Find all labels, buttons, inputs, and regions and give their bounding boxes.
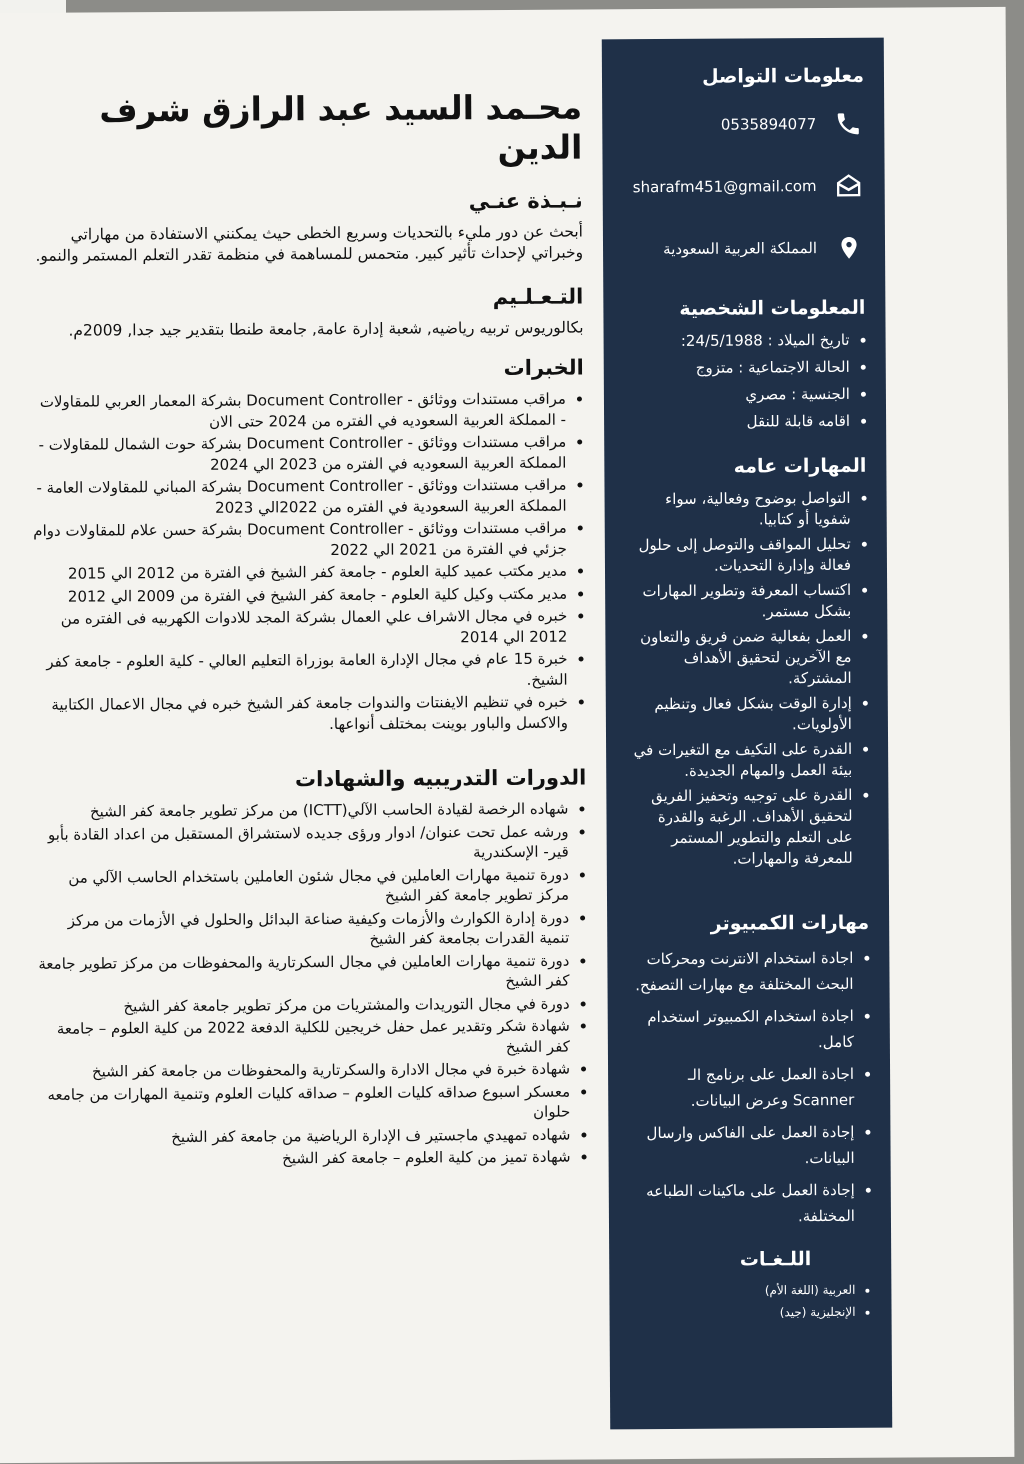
list-item: • خبره في تنظيم الايفنتات والندوات جامعة كفر الشيخ خبره في مجال الاعمال الكتابية والاكسل والباور بوينت بمختلف أنواعها.	[34, 692, 568, 736]
languages-list	[633, 1281, 871, 1322]
list-item: • اجادة استخدام الانترنت ومحركات البحث المختلفة مع مهارات التصفح.	[631, 945, 853, 998]
computer-skills-list	[631, 945, 871, 1230]
list-item: • شهاده تمهيدي ماجستير ف الإدارة الرياضية من جامعة كفر الشيخ	[36, 1124, 570, 1148]
list-item: • القدرة على توجيه وتحفيز الفريق لتحقيق الأهداف. الرغبة والقدرة على التعلم والتطوير المستمر للمعرفة والمهارات.	[630, 785, 853, 870]
list-item: • شهادة شكر وتقدير عمل حفل خريجين للكلية الدفعة 2022 من كلية العلوم – جامعة كفر الشيخ	[36, 1016, 570, 1060]
languages-title: اللـغـات	[739, 1248, 812, 1271]
education-text: بكالوريوس تربيه رياضيه, شعبة إدارة عامة, جامعة طنطا بتقدير جيد جدا, 2009م.	[68, 318, 584, 340]
contact-title: معلومات التواصل	[701, 64, 865, 88]
list-item: • اجادة العمل على برنامج الـ Scanner وعرض البيانات.	[632, 1061, 854, 1114]
computer-skills-title: مهارات الكمبيوتر	[710, 911, 870, 935]
general-skills-list	[629, 488, 869, 870]
list-item: • دورة تنمية مهارات العاملين في مجال السكرتارية والمحفوظات من مركز تطوير جامعة كفر الشيخ	[35, 950, 569, 994]
about-text: أبحث عن دور مليء بالتحديات وسريع الخطى حيث يمكنني الاستفادة من مهاراتي وخبراتي لإحداث تأثير كبير. متحمس للمساهمة في منظمة تقدر التعلم المستمر والنمو.	[35, 222, 584, 265]
list-item: • دورة تنمية مهارات العاملين في مجال شئون العاملين باستخدام الحاسب الآلي من مركز تطوير جامعة كفر الشيخ	[35, 864, 569, 908]
envelope-icon	[833, 170, 865, 202]
list-item: • شهادة خبرة في مجال الادارة والسكرتارية والمحفوظات من جامعة كفر الشيخ	[36, 1059, 570, 1083]
location-pin-icon	[833, 232, 865, 264]
list-item: • العربية (اللغة الأم)	[633, 1281, 855, 1300]
list-item: • خبره في مجال الاشراف علي العمال بشركة المجد للادوات الكهربيه فى الفتره من 2012 الي 2014	[33, 606, 567, 650]
list-item: • الجنسية : مصري	[628, 384, 850, 406]
courses-title: الدورات التدريبيه والشهادات	[294, 765, 587, 792]
phone-icon	[832, 108, 864, 140]
list-item: • تاريخ الميلاد : 24/5/1988:	[628, 330, 850, 352]
contact-location	[627, 232, 865, 265]
list-item: • دورة إدارة الكوارث والأزمات وكيفية صناعة البدائل والحلول في الأزمات من مركز تنمية القدرات بجامعة كفر الشيخ	[35, 907, 569, 951]
list-item: • شهادة تميز من كلية العلوم – جامعة كفر الشيخ	[37, 1147, 571, 1171]
education-title: التـعـلـيم	[492, 284, 584, 310]
list-item: • الحالة الاجتماعية : متزوج	[628, 357, 850, 379]
list-item: • اجادة استخدام الكمبيوتر استخدام كامل.	[632, 1003, 854, 1056]
list-item: • خبرة 15 عام في مجال الإدارة العامة بوزراة التعليم العالي - كلية العلوم - جامعة كفر الشيخ.	[33, 649, 567, 693]
list-item: • معسكر اسبوع صداقه كليات العلوم – صداقه كليات العلوم وتنمية المهارات من جامعه حلوان	[36, 1081, 570, 1125]
page-title: محـمد السيد عبد الرازق شرف الدين	[99, 87, 583, 168]
list-item: • إجادة العمل على ماكينات الطباعه المختلفة.	[633, 1177, 855, 1230]
experience-title: الخبرات	[503, 355, 584, 380]
list-item: • التواصل بوضوح وفعالية، سواء شفويا أو كتابيا.	[629, 488, 851, 531]
list-item: • الإنجليزية (جيد)	[633, 1303, 855, 1322]
list-item: • ورشه عمل تحت عنوان/ ادوار ورؤى جديده لاستشراق المستقبل من اعداد القادة بأبو قير- الإسكندرية	[35, 821, 569, 865]
list-item: • مراقب مستندات ووثائق - Document Controller بشركة حسن علام للمقاولات دوام جزئي في الفترة من 2021 الي 2022	[33, 518, 567, 562]
resume-page	[0, 7, 1014, 1463]
personal-info-title: المعلومات الشخصية	[679, 296, 866, 320]
list-item: • اكتساب المعرفة وتطوير المهارات بشكل مستمر.	[629, 580, 851, 623]
general-skills-title: المهارات عامه	[733, 454, 867, 478]
list-item: • القدرة على التكيف مع التغيرات في بيئة العمل والمهام الجديدة.	[630, 739, 852, 782]
list-item: • اقامه قابلة للنقل	[628, 411, 850, 433]
list-item: • دورة في مجال التوريدات والمشتريات من مركز تطوير جامعة كفر الشيخ	[36, 993, 570, 1017]
contact-email	[627, 170, 865, 203]
email-address: sharafm451@gmail.com	[632, 177, 817, 197]
experience-list	[32, 388, 586, 735]
list-item: • مراقب مستندات ووثائق - Document Controller بشركة المباني للمقاولات العامة - المملكة العربية السعودية في الفتره من 2022الي 2023	[32, 475, 566, 519]
list-item: • شهاده الرخصة لقيادة الحاسب الآلي(ICTT) من مركز تطوير جامعة كفر الشيخ	[34, 799, 568, 823]
personal-info-list	[628, 330, 867, 433]
list-item: • مراقب مستندات ووثائق - Document Controller بشركة حوت الشمال للمقاولات - المملكة العربية السعوديه في الفتره من 2023 الي 2024	[32, 432, 566, 476]
courses-list	[34, 798, 588, 1170]
main-content	[30, 69, 589, 1172]
list-item: • مدير مكتب عميد كلية العلوم - جامعة كفر الشيخ في الفترة من 2012 الي 2015	[33, 561, 567, 585]
contact-phone	[626, 108, 864, 141]
list-item: • مراقب مستندات ووثائق - Document Controller بشركة المعمار العربي للمقاولات - المملكة العربية السعوديه في الفتره من 2024 حتى الان	[32, 389, 566, 433]
about-title: نـبـذة عنـي	[468, 188, 583, 214]
phone-number: 0535894077	[720, 115, 817, 134]
list-item: • إجادة العمل على الفاكس وارسال البيانات.	[632, 1119, 854, 1172]
list-item: • تحليل المواقف والتوصل إلى حلول فعالة وإدارة التحديات.	[629, 534, 851, 577]
location-text: المملكة العربية السعودية	[663, 239, 818, 259]
list-item: • العمل بفعالية ضمن فريق والتعاون مع الآخرين لتحقيق الأهداف المشتركة.	[629, 626, 851, 690]
list-item: • إدارة الوقت بشكل فعال وتنظيم الأولويات.	[630, 693, 852, 736]
list-item: • مدير مكتب وكيل كلية العلوم - جامعة كفر الشيخ في الفترة من 2009 الي 2012	[33, 583, 567, 607]
sidebar	[602, 38, 892, 1430]
